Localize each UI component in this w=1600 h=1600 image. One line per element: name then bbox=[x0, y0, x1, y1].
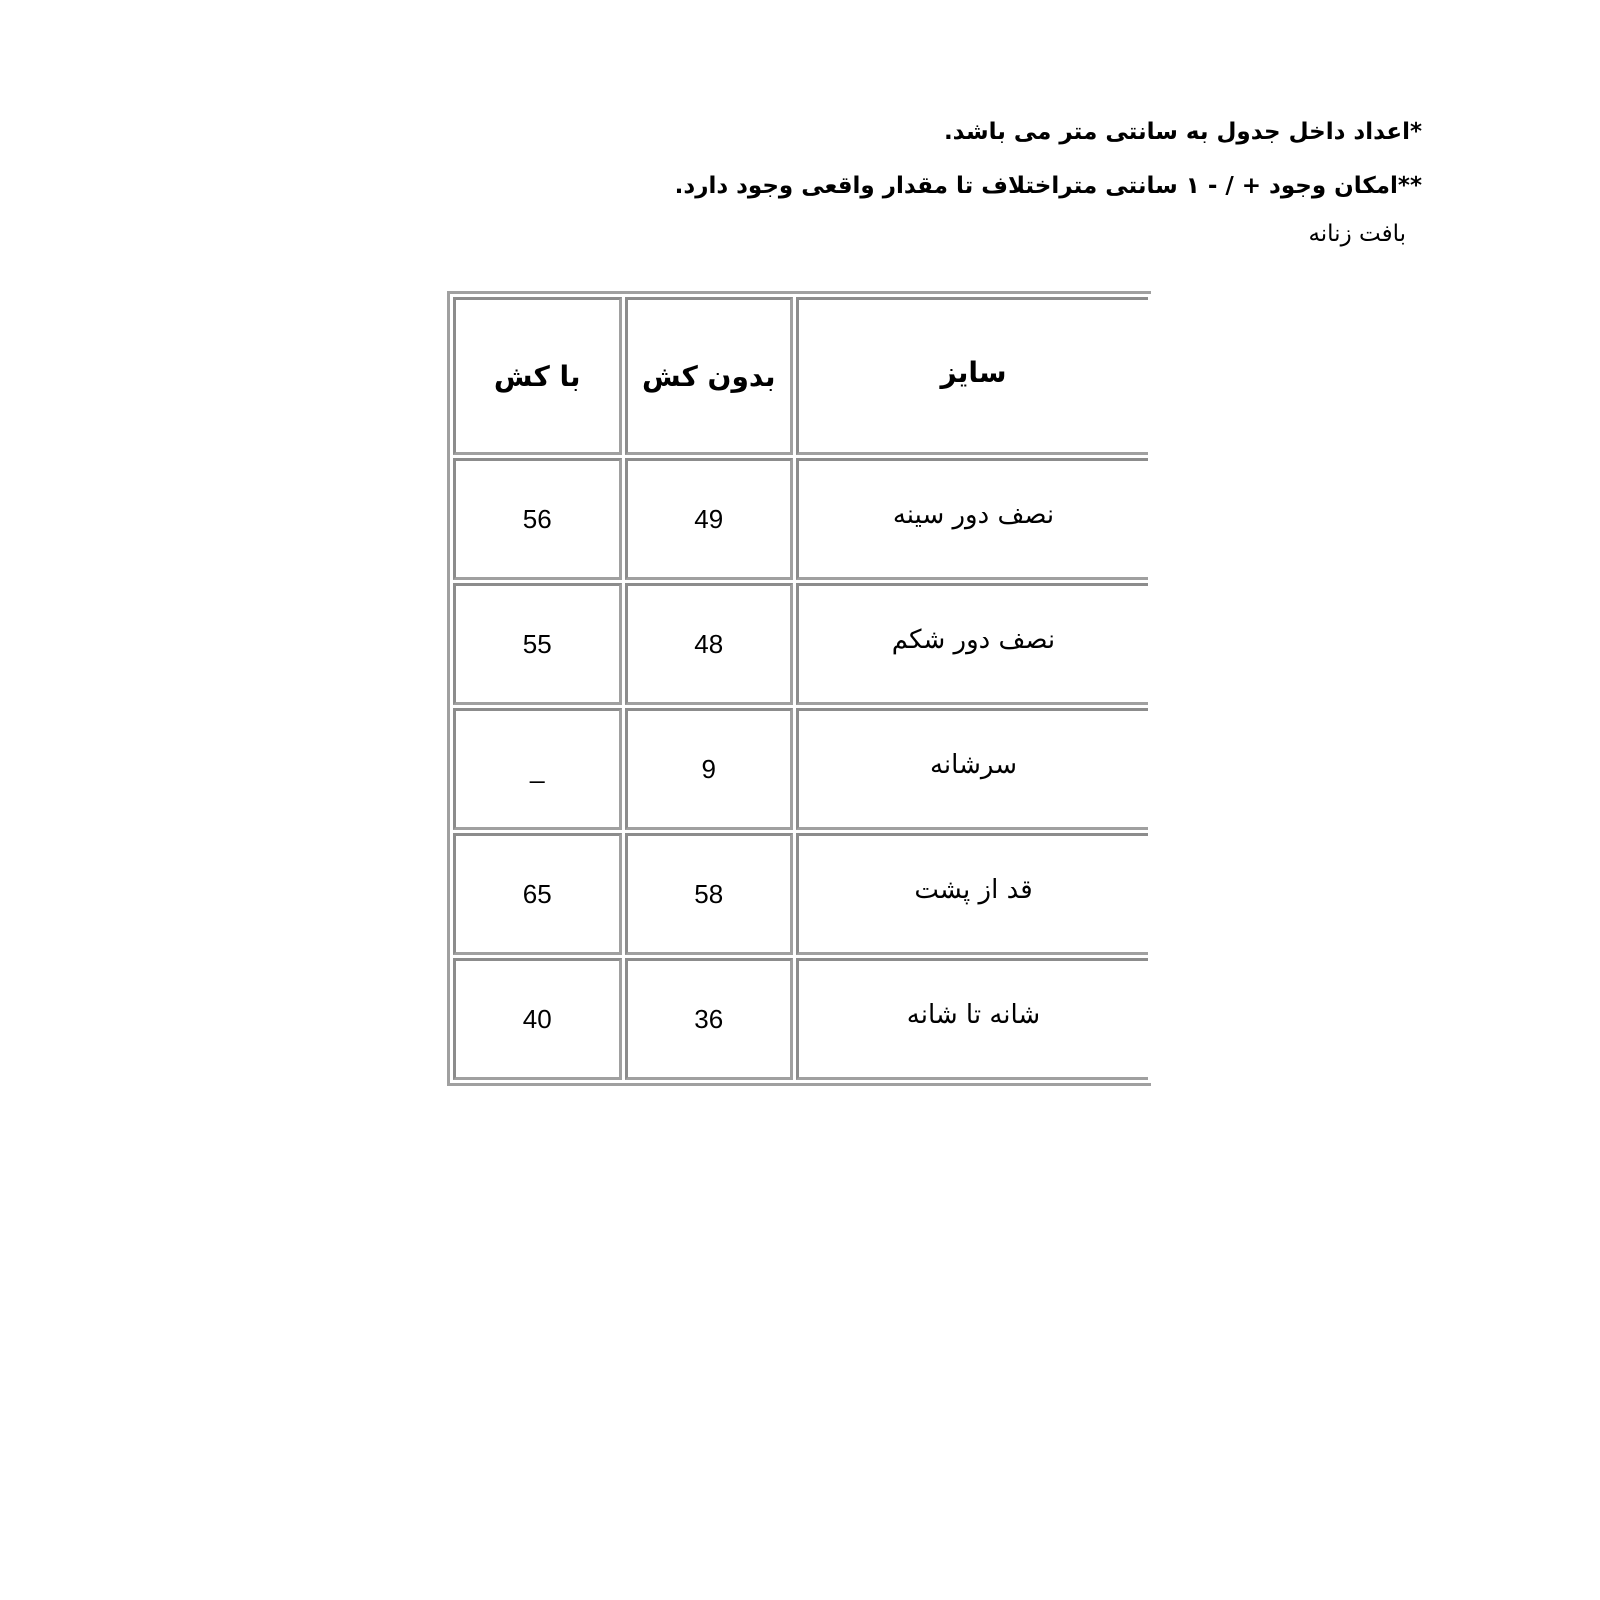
value-with-stretch: 56 bbox=[453, 458, 622, 580]
value-with-stretch: 40 bbox=[453, 958, 622, 1080]
header-size: سایز bbox=[796, 297, 1148, 455]
row-label: نصف دور شکم bbox=[796, 583, 1148, 705]
row-label: سرشانه bbox=[796, 708, 1148, 830]
size-table bbox=[447, 291, 1151, 1086]
value-with-stretch: 55 bbox=[453, 583, 622, 705]
value-with-stretch: _ bbox=[453, 708, 622, 830]
row-label: نصف دور سینه bbox=[796, 458, 1148, 580]
value-without-stretch: 9 bbox=[625, 708, 793, 830]
table-row bbox=[453, 458, 1148, 580]
note-tolerance: **امکان وجود + / - ۱ سانتی متراختلاف تا مقدار واقعی وجود دارد. bbox=[674, 173, 1422, 199]
header-with-stretch: با کش bbox=[453, 297, 622, 455]
value-without-stretch: 48 bbox=[625, 583, 793, 705]
row-label: شانه تا شانه bbox=[796, 958, 1148, 1080]
table-row bbox=[453, 708, 1148, 830]
note-units: *اعداد داخل جدول به سانتی متر می باشد. bbox=[943, 119, 1422, 145]
value-without-stretch: 49 bbox=[625, 458, 793, 580]
value-without-stretch: 58 bbox=[625, 833, 793, 955]
size-table-container bbox=[447, 291, 1151, 1083]
table-row bbox=[453, 958, 1148, 1080]
table-header-row bbox=[453, 297, 1148, 455]
table-row bbox=[453, 583, 1148, 705]
table-row bbox=[453, 833, 1148, 955]
value-with-stretch: 65 bbox=[453, 833, 622, 955]
row-label: قد از پشت bbox=[796, 833, 1148, 955]
value-without-stretch: 36 bbox=[625, 958, 793, 1080]
note-fabric: بافت زنانه bbox=[1308, 221, 1406, 247]
header-without-stretch: بدون کش bbox=[625, 297, 793, 455]
